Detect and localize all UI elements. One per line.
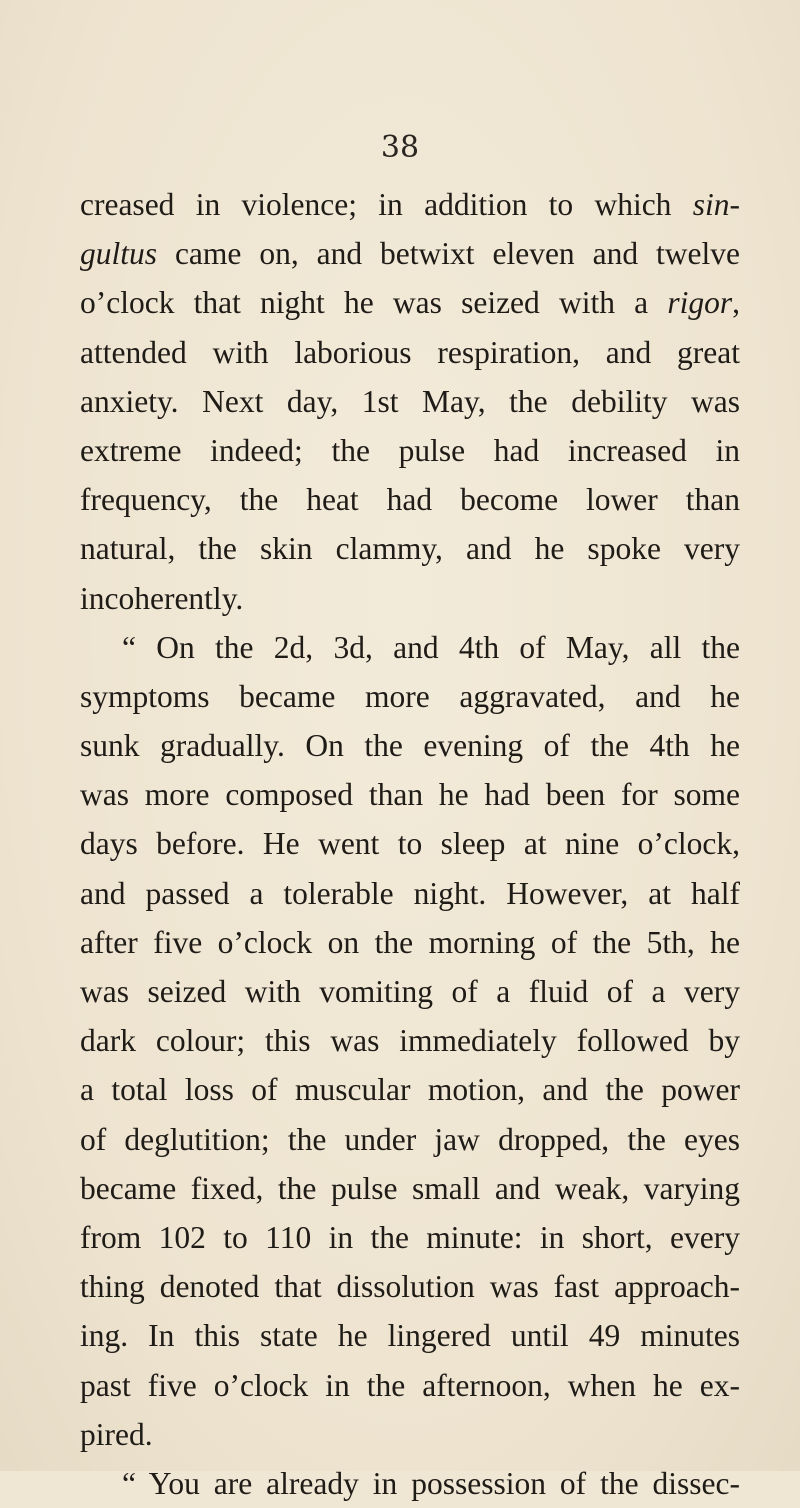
text-line (80, 574, 740, 623)
text-line (80, 1459, 740, 1508)
line-text: past five o’clock in the afternoon, when he ex- (80, 1367, 740, 1403)
text-line (80, 869, 740, 918)
line-text: of deglutition; the under jaw dropped, the eyes (80, 1121, 740, 1157)
text-line (80, 1361, 740, 1410)
text-line (80, 1311, 740, 1360)
line-text: sunk gradually. On the evening of the 4th he (80, 728, 740, 764)
line-text: a total loss of muscular motion, and the power (80, 1072, 740, 1108)
text-line (80, 819, 740, 868)
line-text: from 102 to 110 in the minute: in short, every (80, 1219, 740, 1255)
text-line (80, 672, 740, 721)
line-text: incoherently. (80, 580, 244, 616)
line-text: anxiety. Next day, 1st May, the debility was (80, 383, 740, 419)
text-line (80, 623, 740, 672)
italic-term: sin- (692, 187, 740, 222)
line-text: symptoms became more aggravated, and he (80, 678, 740, 714)
italic-term: rigor (667, 285, 733, 321)
line-text: pired. (80, 1416, 153, 1452)
text-line (80, 328, 740, 377)
text-line (80, 426, 740, 475)
text-line (80, 180, 740, 229)
text-line (80, 475, 740, 524)
line-text: days before. He went to sleep at nine o’clock, (80, 826, 740, 862)
line-text: was more composed than he had been for some (80, 777, 740, 813)
line-text: attended with laborious respiration, and great (80, 334, 740, 370)
body-text (80, 180, 740, 1508)
text-line (80, 721, 740, 770)
page-number: 38 (380, 130, 420, 165)
text-line (80, 229, 740, 278)
text-line (80, 918, 740, 967)
punctuation: , (732, 285, 740, 321)
text-line (80, 967, 740, 1016)
text-line (80, 278, 740, 327)
text-line (80, 1115, 740, 1164)
text-line (80, 770, 740, 819)
text-line (80, 1065, 740, 1114)
line-text: natural, the skin clammy, and he spoke very (80, 531, 740, 567)
line-text: thing denoted that dissolution was fast approach- (80, 1269, 740, 1305)
line-text: came on, and betwixt eleven and twelve (157, 236, 740, 272)
line-text: “ You are already in possession of the dissec- (122, 1465, 740, 1501)
line-text: and passed a tolerable night. However, at half (80, 875, 740, 911)
italic-term: gultus (80, 236, 158, 272)
line-text: dark colour; this was immediately followed by (80, 1023, 740, 1059)
text-line (80, 1410, 740, 1459)
line-text: creased in violence; in addition to which (80, 187, 693, 222)
line-text: frequency, the heat had become lower than (80, 482, 740, 518)
line-text: o’clock that night he was seized with a (80, 285, 668, 321)
text-line (80, 377, 740, 426)
line-text: extreme indeed; the pulse had increased in (80, 432, 740, 468)
line-text: became fixed, the pulse small and weak, varying (80, 1170, 740, 1206)
text-line (80, 524, 740, 573)
text-line (80, 1213, 740, 1262)
text-line (80, 1164, 740, 1213)
line-text: “ On the 2d, 3d, and 4th of May, all the (122, 629, 740, 665)
line-text: was seized with vomiting of a fluid of a very (80, 974, 740, 1009)
line-text: ing. In this state he lingered until 49 minutes (80, 1318, 740, 1354)
text-line (80, 1262, 740, 1311)
line-text: after five o’clock on the morning of the 5th, he (80, 924, 740, 960)
text-line (80, 1016, 740, 1065)
